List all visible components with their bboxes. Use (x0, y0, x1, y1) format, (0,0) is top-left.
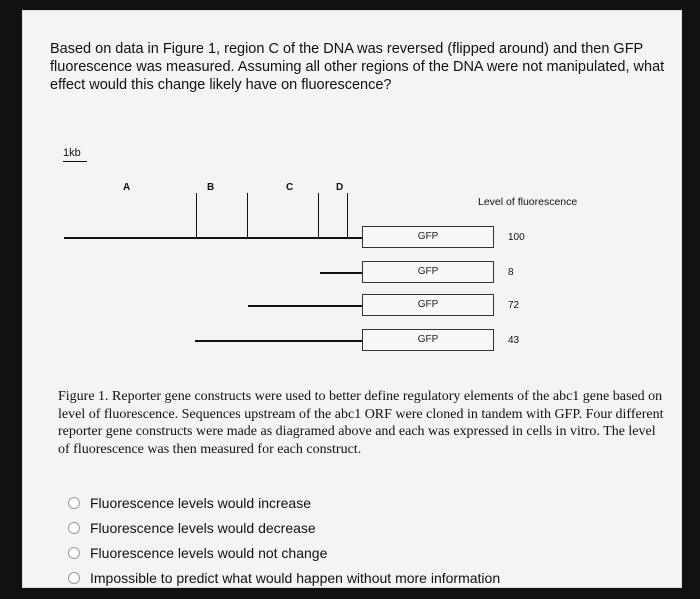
region-boundary-bc (247, 193, 248, 238)
construct-1-level: 100 (508, 232, 525, 243)
radio-button[interactable] (68, 572, 80, 584)
construct-2-level: 8 (508, 267, 514, 278)
construct-2-gfp: GFP (362, 261, 494, 283)
question-card (22, 10, 682, 588)
option-label: Impossible to predict what would happen without more information (90, 569, 501, 586)
region-label-a: A (123, 182, 131, 193)
region-label-c: C (286, 182, 294, 193)
answer-option-impossible[interactable] (68, 565, 500, 590)
question-text: Based on data in Figure 1, region C of the DNA was reversed (flipped around) and then GFP fluorescence was measured. Assuming all other regions of the DNA were not manipulated, what effect would this change likely have on fluorescence? (50, 41, 665, 93)
answer-options (68, 490, 500, 590)
construct-4-dna (195, 340, 362, 342)
radio-button[interactable] (68, 497, 80, 509)
construct-3-level: 72 (508, 300, 520, 311)
construct-3-dna (248, 305, 362, 307)
construct-1-gfp: GFP (362, 226, 494, 248)
radio-button[interactable] (68, 547, 80, 559)
construct-4-level: 43 (508, 335, 520, 346)
region-boundary-cd (318, 193, 319, 238)
construct-3-gfp: GFP (362, 294, 494, 316)
answer-option-increase[interactable] (68, 490, 500, 515)
scale-label: 1kb (63, 147, 81, 159)
construct-4-gfp: GFP (362, 329, 494, 351)
level-header: Level of fluorescence (478, 196, 578, 208)
region-boundary-d-end (347, 193, 348, 238)
region-label-b: B (207, 182, 215, 193)
region-boundary-ab (196, 193, 197, 238)
radio-button[interactable] (68, 522, 80, 534)
option-label: Fluorescence levels would not change (90, 544, 328, 561)
construct-1-dna (64, 237, 362, 239)
figure-caption: Figure 1. Reporter gene constructs were used to better define regulatory elements of the abc1 gene based on level of fluorescence. Sequences upstream of the abc1 ORF were cloned in tandem with GFP. Four different reporter gene constructs were made as diagramed above and each was expressed in cells in vitro. The level of fluorescence was then measured for each construct. (58, 389, 664, 457)
answer-option-no-change[interactable] (68, 540, 500, 565)
option-label: Fluorescence levels would decrease (90, 519, 316, 536)
option-label: Fluorescence levels would increase (90, 494, 311, 511)
region-label-d: D (336, 182, 344, 193)
scale-bar (63, 161, 87, 162)
answer-option-decrease[interactable] (68, 515, 500, 540)
construct-2-dna (320, 272, 362, 274)
